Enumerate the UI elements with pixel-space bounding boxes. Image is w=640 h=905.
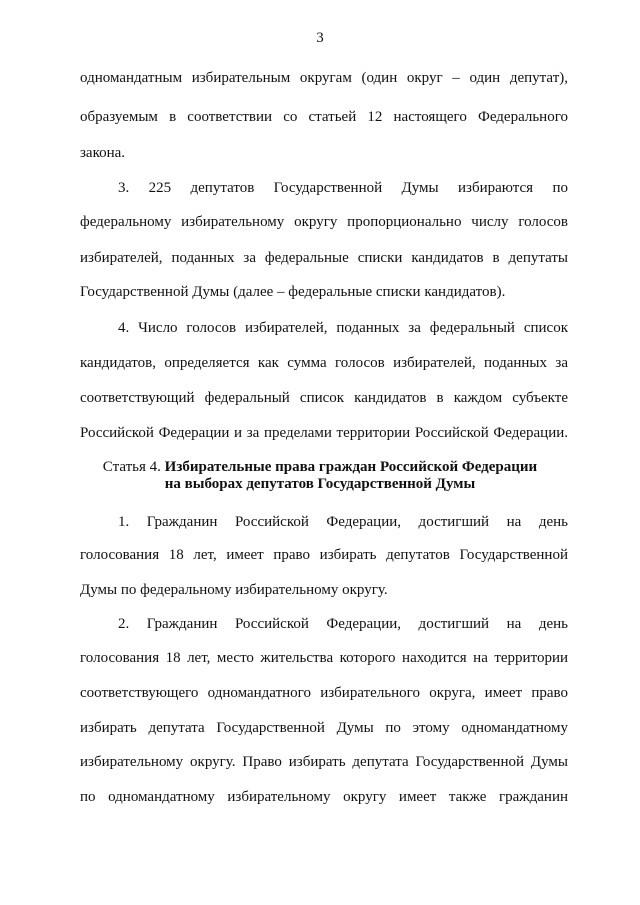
- paragraph-2-line-2: федеральному избирательному округу пропорционально числу голосов: [80, 214, 568, 230]
- paragraph-5-line-2: голосования 18 лет, место жительства которого находится на территории: [80, 650, 568, 666]
- paragraph-3-line-1: 4. Число голосов избирателей, поданных за федеральный список: [118, 320, 568, 336]
- paragraph-5-line-4: избирать депутата Государственной Думы по этому одномандатному: [80, 720, 568, 736]
- paragraph-1-line-2: образуемым в соответствии со статьей 12 настоящего Федерального: [80, 109, 568, 125]
- paragraph-2-line-4: Государственной Думы (далее – федеральные списки кандидатов).: [80, 284, 506, 300]
- paragraph-5-line-3: соответствующего одномандатного избирательного округа, имеет право: [80, 685, 568, 701]
- paragraph-4-line-1: 1. Гражданин Российской Федерации, достигший на день: [118, 514, 568, 530]
- article-prefix: Статья 4.: [102, 459, 165, 475]
- paragraph-5-line-6: по одномандатному избирательному округу имеет также гражданин: [80, 789, 568, 805]
- paragraph-1-line-1: одномандатным избирательным округам (один округ – один депутат),: [80, 70, 568, 86]
- article-heading-line-2: на выборах депутатов Государственной Думы: [164, 476, 476, 492]
- paragraph-2-line-1: 3. 225 депутатов Государственной Думы избираются по: [118, 180, 568, 196]
- page-number: 3: [316, 30, 324, 46]
- paragraph-5-line-5: избирательному округу. Право избирать депутата Государственной Думы: [80, 754, 568, 770]
- paragraph-4-line-2: голосования 18 лет, имеет право избирать депутатов Государственной: [80, 547, 568, 563]
- paragraph-2-line-3: избирателей, поданных за федеральные списки кандидатов в депутаты: [80, 250, 568, 266]
- paragraph-5-line-1: 2. Гражданин Российской Федерации, достигший на день: [118, 616, 568, 632]
- paragraph-1-line-3: закона.: [80, 145, 126, 161]
- paragraph-3-line-4: Российской Федерации и за пределами территории Российской Федерации.: [80, 425, 568, 441]
- paragraph-4-line-3: Думы по федеральному избирательному округу.: [80, 582, 388, 598]
- article-title-part-1: Избирательные права граждан Российской Федерации: [164, 459, 538, 475]
- paragraph-3-line-2: кандидатов, определяется как сумма голосов избирателей, поданных за: [80, 355, 568, 371]
- paragraph-3-line-3: соответствующий федеральный список кандидатов в каждом субъекте: [80, 390, 568, 406]
